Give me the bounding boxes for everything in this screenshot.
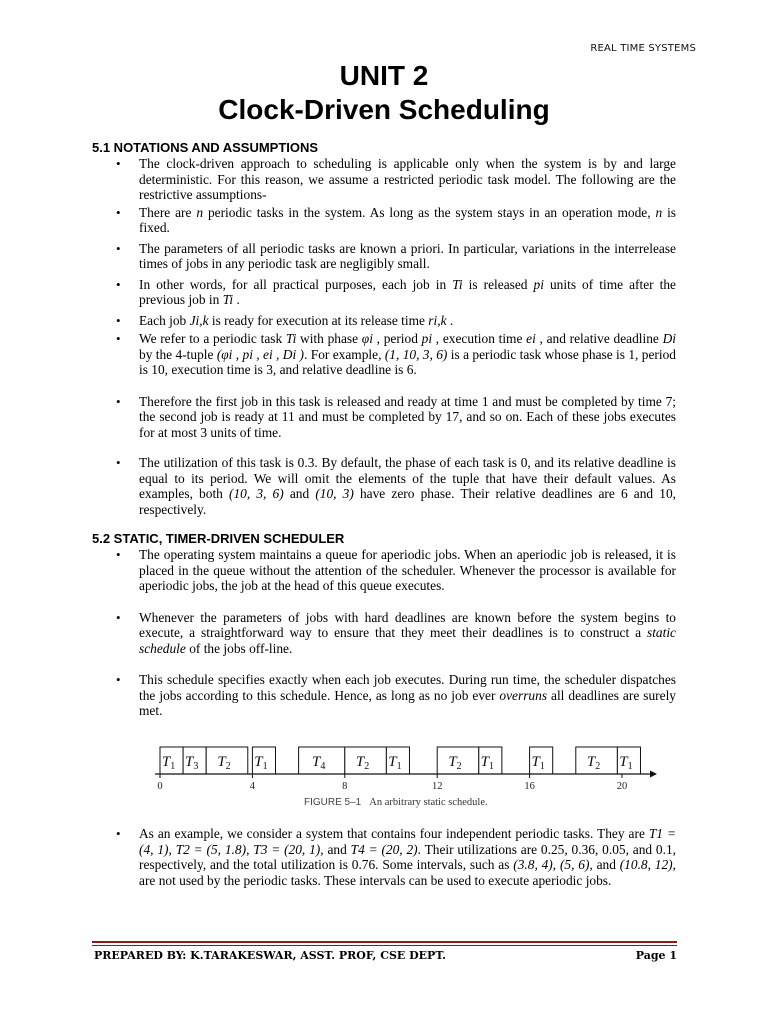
schedule-block-label: $T_1$ bbox=[619, 754, 633, 772]
timeline-ticks bbox=[157, 774, 627, 792]
figure-caption-text: An arbitrary static schedule. bbox=[369, 797, 488, 808]
schedule-block-label: $T_1$ bbox=[161, 754, 176, 772]
list-item: • Whenever the parameters of jobs with hard deadlines are known before the system begins to execute, a straightforward way to ensure that they meet their deadlines is to construct a static schedule of the jobs off-line. bbox=[116, 609, 676, 656]
bullet-icon: • bbox=[116, 276, 121, 292]
bullet-icon: • bbox=[116, 547, 121, 562]
footer-page-number: Page 1 bbox=[635, 949, 677, 962]
list-item: • Therefore the first job in this task is released and ready at time 1 and must be completed by time 7; the second job is ready at 11 and must be completed by 17, and so on. Each of these jobs executes for at most 3 units of time. bbox=[116, 393, 676, 440]
schedule-block-label: $T_1$ bbox=[480, 754, 495, 772]
chapter-title: Clock-Driven Scheduling bbox=[218, 94, 550, 125]
footer-rule-thin bbox=[92, 945, 677, 946]
figure-label: FIGURE 5–1 bbox=[304, 797, 362, 808]
section-5-2-list bbox=[92, 547, 676, 719]
bullet-icon: • bbox=[116, 312, 121, 328]
list-item: • The utilization of this task is 0.3. By default, the phase of each task is 0, and its relative deadline is equal to its period. We will omit the elements of the tuple that have their default values. As examples, both (10, 3, 6) and (10, 3) have zero phase. Their relative deadlines are 6 and 10, respectively. bbox=[116, 455, 677, 517]
schedule-block-label: $T_1$ bbox=[531, 754, 545, 772]
schedule-block-label: $T_3$ bbox=[184, 754, 199, 772]
unit-title: UNIT 2 bbox=[339, 60, 429, 91]
schedule-block-label: $T_4$ bbox=[312, 754, 326, 772]
axis-tick-label: 20 bbox=[616, 781, 628, 792]
list-item: • The clock-driven approach to scheduling is applicable only when the system is by and large deterministic. For this reason, we assume a restricted periodic task model. The following are the restrictive assumptions- bbox=[116, 156, 676, 202]
bullet-icon: • bbox=[116, 331, 121, 346]
bullet-icon: • bbox=[116, 240, 121, 256]
timeline-blocks bbox=[160, 747, 640, 774]
schedule-block-label: $T_1$ bbox=[388, 754, 402, 772]
schedule-block-label: $T_2$ bbox=[355, 754, 370, 772]
bullet-icon: • bbox=[116, 393, 121, 409]
schedule-block-label: $T_2$ bbox=[448, 754, 462, 772]
list-item: • As an example, we consider a system that contains four independent periodic tasks. They are T1 = (4, 1), T2 = (5, 1.8), T3 = (20, 1), and T4 = (20, 2). Their utilizations are 0.25, 0.36, 0.05, and 0.1, respectively, and the total utilization is 0.76. Some intervals, such as (3.8, 4), (5, 6), and (10.8, 12), are not used by the periodic tasks. These intervals can be used to execute aperiodic jobs. bbox=[116, 826, 677, 888]
figure-caption bbox=[304, 797, 488, 808]
list-item: • In other words, for all practical purposes, each job in Ti is released pi units of time after the previous job in Ti . bbox=[116, 276, 677, 307]
list-item: • There are n periodic tasks in the system. As long as the system stays in an operation mode, n is fixed. bbox=[116, 204, 676, 235]
schedule-block-label: $T_1$ bbox=[254, 754, 268, 772]
axis-tick-label: 4 bbox=[249, 781, 256, 792]
axis-tick-label: 12 bbox=[431, 781, 443, 792]
bullet-icon: • bbox=[116, 156, 121, 171]
section-heading-5-2: 5.2 STATIC, TIMER-DRIVEN SCHEDULER bbox=[92, 531, 345, 546]
axis-tick-label: 0 bbox=[157, 781, 163, 792]
list-item: • This schedule specifies exactly when each job executes. During run time, the scheduler dispatches the jobs according to this schedule. Hence, as long as no job ever overruns all deadlines are surely met. bbox=[116, 672, 676, 718]
list-item: • Each job Ji,k is ready for execution at its release time ri,k . bbox=[116, 312, 454, 328]
schedule-block-label: $T_2$ bbox=[586, 754, 601, 772]
static-schedule-figure bbox=[150, 738, 660, 834]
section-5-1-list bbox=[92, 156, 676, 517]
schedule-block-label: $T_2$ bbox=[217, 754, 231, 772]
bullet-icon: • bbox=[116, 826, 121, 841]
axis-arrow-icon bbox=[650, 771, 657, 778]
bullet-icon: • bbox=[116, 455, 121, 470]
footer-rule-thick bbox=[92, 941, 677, 943]
running-header: REAL TIME SYSTEMS bbox=[590, 43, 696, 54]
bullet-icon: • bbox=[116, 672, 121, 687]
axis-tick-label: 8 bbox=[342, 781, 348, 792]
bullet-icon: • bbox=[116, 609, 121, 625]
section-5-2-list-continued bbox=[92, 826, 676, 888]
section-heading-5-1: 5.1 NOTATIONS AND ASSUMPTIONS bbox=[92, 140, 319, 155]
bullet-icon: • bbox=[116, 204, 121, 220]
list-item: • The parameters of all periodic tasks are known a priori. In particular, variations in the interrelease times of jobs in any periodic task are negligibly small. bbox=[116, 240, 676, 271]
footer-author: PREPARED BY: K.TARAKESWAR, ASST. PROF, CSE DEPT. bbox=[94, 949, 446, 962]
list-item: • The operating system maintains a queue for aperiodic jobs. When an aperiodic job is released, it is placed in the queue without the attention of the scheduler. Whenever the processor is available for aperiodic jobs, the job at the head of this queue executes. bbox=[116, 547, 676, 593]
list-item: • We refer to a periodic task Ti with phase φi , period pi , execution time ei , and relative deadline Di by the 4-tuple (φi , pi , ei , Di ). For example, (1, 10, 3, 6) is a periodic task whose phase is 1, period is 10, execution time is 3, and relative deadline is 6. bbox=[116, 331, 676, 377]
axis-tick-label: 16 bbox=[524, 781, 535, 792]
